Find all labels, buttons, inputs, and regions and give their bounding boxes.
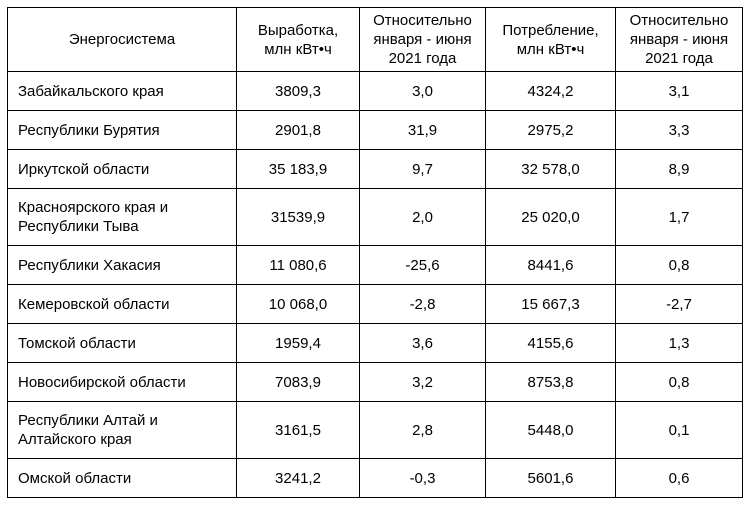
cell-generation-change: 2,0 — [360, 189, 486, 246]
table-row — [8, 111, 743, 150]
cell-consumption-change: 0,1 — [616, 402, 743, 459]
cell-consumption-change: 0,8 — [616, 363, 743, 402]
cell-generation: 1959,4 — [237, 324, 360, 363]
cell-energy-system: Иркутской области — [8, 150, 237, 189]
cell-generation-change: -2,8 — [360, 285, 486, 324]
cell-consumption: 4155,6 — [486, 324, 616, 363]
cell-consumption: 8441,6 — [486, 246, 616, 285]
cell-consumption: 15 667,3 — [486, 285, 616, 324]
table-row — [8, 285, 743, 324]
cell-generation-change: 2,8 — [360, 402, 486, 459]
cell-generation-change: -25,6 — [360, 246, 486, 285]
header-consumption: Потребление, млн кВт•ч — [486, 8, 616, 72]
cell-generation: 10 068,0 — [237, 285, 360, 324]
cell-consumption-change: 8,9 — [616, 150, 743, 189]
cell-generation-change: 3,0 — [360, 72, 486, 111]
cell-energy-system: Новосибирской области — [8, 363, 237, 402]
cell-energy-system: Республики Хакасия — [8, 246, 237, 285]
table-header-row — [8, 8, 743, 72]
cell-generation: 7083,9 — [237, 363, 360, 402]
cell-consumption: 8753,8 — [486, 363, 616, 402]
cell-consumption-change: 3,3 — [616, 111, 743, 150]
table-row — [8, 402, 743, 459]
cell-generation: 2901,8 — [237, 111, 360, 150]
header-energy-system: Энергосистема — [8, 8, 237, 72]
table-row — [8, 324, 743, 363]
cell-generation: 3809,3 — [237, 72, 360, 111]
table-row — [8, 363, 743, 402]
cell-energy-system: Омской области — [8, 459, 237, 498]
table-row — [8, 72, 743, 111]
cell-consumption: 25 020,0 — [486, 189, 616, 246]
cell-consumption: 5601,6 — [486, 459, 616, 498]
cell-energy-system: Красноярского края и Республики Тыва — [8, 189, 237, 246]
cell-energy-system: Кемеровской области — [8, 285, 237, 324]
header-generation: Выработка, млн кВт•ч — [237, 8, 360, 72]
cell-consumption-change: 1,3 — [616, 324, 743, 363]
table-row — [8, 246, 743, 285]
cell-generation: 35 183,9 — [237, 150, 360, 189]
header-consumption-change: Относительно января - июня 2021 года — [616, 8, 743, 72]
cell-consumption: 4324,2 — [486, 72, 616, 111]
energy-table — [7, 7, 743, 498]
cell-generation: 11 080,6 — [237, 246, 360, 285]
cell-consumption: 32 578,0 — [486, 150, 616, 189]
cell-energy-system: Республики Алтай и Алтайского края — [8, 402, 237, 459]
cell-generation: 3161,5 — [237, 402, 360, 459]
cell-generation-change: 31,9 — [360, 111, 486, 150]
cell-energy-system: Томской области — [8, 324, 237, 363]
table-row — [8, 189, 743, 246]
cell-energy-system: Республики Бурятия — [8, 111, 237, 150]
cell-generation-change: 3,2 — [360, 363, 486, 402]
cell-consumption: 2975,2 — [486, 111, 616, 150]
cell-generation-change: 9,7 — [360, 150, 486, 189]
cell-consumption-change: 0,6 — [616, 459, 743, 498]
cell-energy-system: Забайкальского края — [8, 72, 237, 111]
cell-consumption-change: 3,1 — [616, 72, 743, 111]
cell-generation: 31539,9 — [237, 189, 360, 246]
table-row — [8, 150, 743, 189]
cell-generation-change: 3,6 — [360, 324, 486, 363]
cell-consumption-change: 0,8 — [616, 246, 743, 285]
cell-generation-change: -0,3 — [360, 459, 486, 498]
cell-consumption: 5448,0 — [486, 402, 616, 459]
cell-consumption-change: 1,7 — [616, 189, 743, 246]
table-row — [8, 459, 743, 498]
cell-generation: 3241,2 — [237, 459, 360, 498]
cell-consumption-change: -2,7 — [616, 285, 743, 324]
header-generation-change: Относительно января - июня 2021 года — [360, 8, 486, 72]
